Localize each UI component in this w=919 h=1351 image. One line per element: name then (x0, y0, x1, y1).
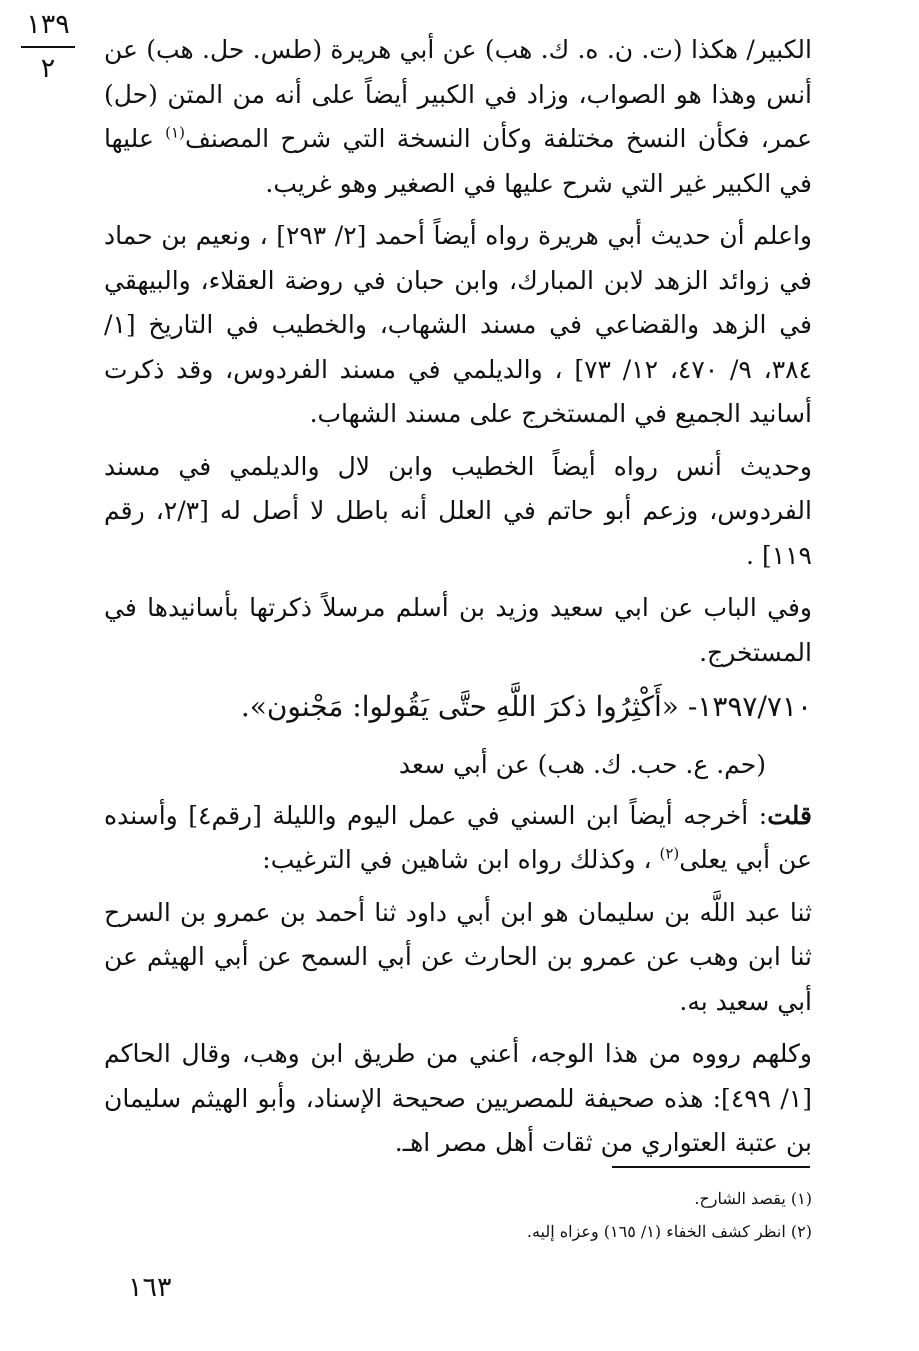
footnote-2: (٢) انظر كشف الخفاء (١/ ١٦٥) وعزاه إليه. (526, 1222, 812, 1241)
paragraph-commentary-6: وكلهم رووه من هذا الوجه، أعني من طريق ابن وهب، وقال الحاكم [١/ ٤٩٩]: هذه صحيفة للمصريين صحيحة الإسناد، وأبو الهيثم سليمان بن عتبة العتواري من ثقات أهل مصر اهـ. (104, 1039, 812, 1157)
paragraph-text-continued: ، وكذلك رواه ابن شاهين في الترغيب: (262, 845, 660, 874)
paragraph-text: : أخرجه أيضاً ابن السني في عمل اليوم والليلة [رقم٤] وأسنده عن أبي يعلى (104, 800, 812, 874)
paragraph-commentary-5 (104, 794, 812, 883)
hadith-sources: (حم. ع. حب. ك. هب) عن أبي سعد (398, 750, 766, 779)
footnote-1: (١) يقصد الشارح. (694, 1189, 812, 1208)
margin-reference-bottom: ٢ (40, 53, 56, 84)
margin-reference (18, 10, 78, 84)
paragraph-isnad: ثنا عبد اللَّه بن سليمان هو ابن أبي داود ثنا أحمد بن عمرو بن السرح ثنا ابن وهب عن عمرو بن الحارث عن أبي السمح عن أبي الهيثم عن أبي سعيد به. (104, 897, 812, 1016)
paragraph-commentary-4: وفي الباب عن ابي سعيد وزيد بن أسلم مرسلاً ذكرتها بأسانيدها في المستخرج. (104, 593, 813, 667)
margin-reference-top: ١٣٩ (26, 9, 70, 40)
page-number: ١٦٣ (128, 1272, 172, 1303)
paragraph-commentary-2: واعلم أن حديث أبي هريرة رواه أيضاً أحمد [٢/ ٢٩٣] ، ونعيم بن حماد في زوائد الزهد لابن المبارك، وابن حبان في روضة العقلاء، والبيهقي في الزهد والقضاعي في مسند الشهاب، والخطيب في التاريخ [١/ ٣٨٤، ٩/ ٤٧٠، ١٢/ ٧٣] ، والديلمي في مسند الفردوس، وقد ذكرت أسانيد الجميع في المستخرج على مسند الشهاب. (104, 221, 812, 428)
main-text (104, 28, 812, 1174)
footnote-separator (612, 1166, 810, 1168)
hadith-text: ١٣٩٧/٧١٠- «أَكْثِرُوا ذكرَ اللَّهِ حتَّى يَقُولوا: مَجْنون». (240, 690, 812, 723)
paragraph-commentary-1 (104, 28, 812, 206)
footnote-reference-2: (٢) (659, 844, 680, 863)
margin-reference-rule (21, 46, 75, 48)
paragraph-commentary-3: وحديث أنس رواه أيضاً الخطيب وابن لال والديلمي في مسند الفردوس، وزعم أبو حاتم في العلل أنه باطل لا أصل له [٢/٣، رقم ١١٩] . (104, 451, 812, 570)
footnotes (104, 1182, 812, 1248)
paragraph-text-continued: عليها في الكبير غير التي شرح عليها في الصغير وهو غريب. (104, 124, 812, 198)
paragraph-lead-word: قلت (767, 800, 812, 830)
paragraph-text: الكبير/ هكذا (ت. ن. ه. ك. هب) عن أبي هريرة (طس. حل. هب) عن أنس وهذا هو الصواب، وزاد في الكبير أيضاً على أنه من المتن (حل) عمر، فكأن النسخ مختلفة وكأن النسخة التي شرح المصنف (104, 35, 812, 153)
footnote-reference-1: (١) (165, 123, 185, 142)
